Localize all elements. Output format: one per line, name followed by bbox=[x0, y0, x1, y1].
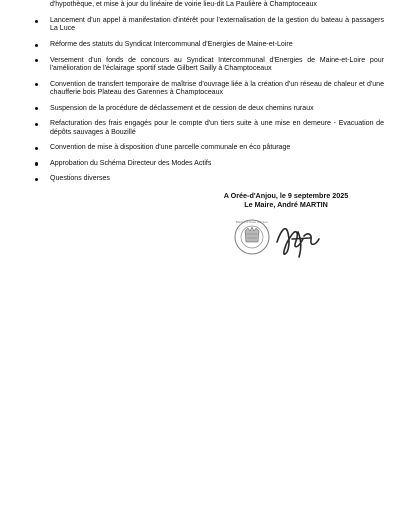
agenda-item-text: Suspension de la procédure de déclassement et de cession de deux chemins ruraux bbox=[50, 104, 314, 112]
bullet-icon bbox=[35, 107, 38, 110]
agenda-item bbox=[34, 81, 384, 98]
svg-text:Mairie d'Orée d'Anjou: Mairie d'Orée d'Anjou bbox=[235, 220, 269, 224]
bullet-icon bbox=[35, 83, 38, 86]
agenda-item-text: Versement d'un fonds de concours au Syndicat Intercommunal d'Energies de Maine-et-Loire pour l'amélioration de l'éclairage sportif stade Gilbert Sailly à Champtoceaux bbox=[50, 56, 384, 72]
seal-and-signature bbox=[232, 213, 324, 263]
agenda-item bbox=[34, 175, 384, 183]
agenda-item bbox=[34, 17, 384, 34]
bullet-icon bbox=[35, 20, 38, 23]
bullet-icon bbox=[35, 123, 38, 126]
bullet-icon bbox=[35, 44, 38, 47]
agenda-item-text: Questions diverses bbox=[50, 175, 110, 183]
handwritten-signature bbox=[277, 229, 319, 257]
agenda-item-text: Réforme des statuts du Syndicat Intercommunal d'Energies de Maine-et-Loire bbox=[50, 41, 293, 48]
signature-block bbox=[196, 192, 376, 209]
agenda-item bbox=[34, 160, 384, 168]
agenda-item bbox=[34, 0, 384, 10]
agenda-item-text: Convention de transfert temporaire de maîtrise d'ouvrage liée à la création d'un réseau de chaleur et d'une chaufferie bois Plateau des Garennes à Champtoceaux bbox=[50, 80, 384, 96]
agenda-item-text: Refacturation des frais engagés pour le compte d'un tiers suite à une mise en demeure - Evacuation de dépôts sauvages à Bouzillé bbox=[50, 120, 384, 136]
agenda-item-text: d'hypothèque, et mise à jour du linéaire de voirie lieu-dit La Paulière à Champtoceaux bbox=[50, 1, 317, 9]
official-seal-icon bbox=[235, 220, 269, 254]
agenda-item-text: Approbation du Schéma Directeur des Modes Actifs bbox=[50, 159, 212, 167]
place-date: A Orée-d'Anjou, le 9 septembre 2025 bbox=[223, 191, 349, 200]
bullet-icon bbox=[35, 178, 38, 181]
agenda-item bbox=[34, 105, 384, 113]
signatory: Le Maire, André MARTIN bbox=[244, 199, 328, 209]
agenda-item bbox=[34, 57, 384, 74]
bullet-icon bbox=[35, 59, 38, 62]
agenda-item bbox=[34, 120, 384, 137]
agenda-item-text: Lancement d'un appel à manifestation d'intérêt pour l'externalisation de la gestion du bateau à passagers La Luce bbox=[50, 17, 384, 33]
agenda-item bbox=[34, 41, 384, 49]
agenda-item-text: Convention de mise à disposition d'une parcelle communale en éco pâturage bbox=[50, 144, 291, 152]
bullet-icon bbox=[35, 162, 38, 165]
agenda-item bbox=[34, 144, 384, 152]
agenda-list bbox=[34, 0, 384, 191]
bullet-icon bbox=[35, 147, 38, 150]
